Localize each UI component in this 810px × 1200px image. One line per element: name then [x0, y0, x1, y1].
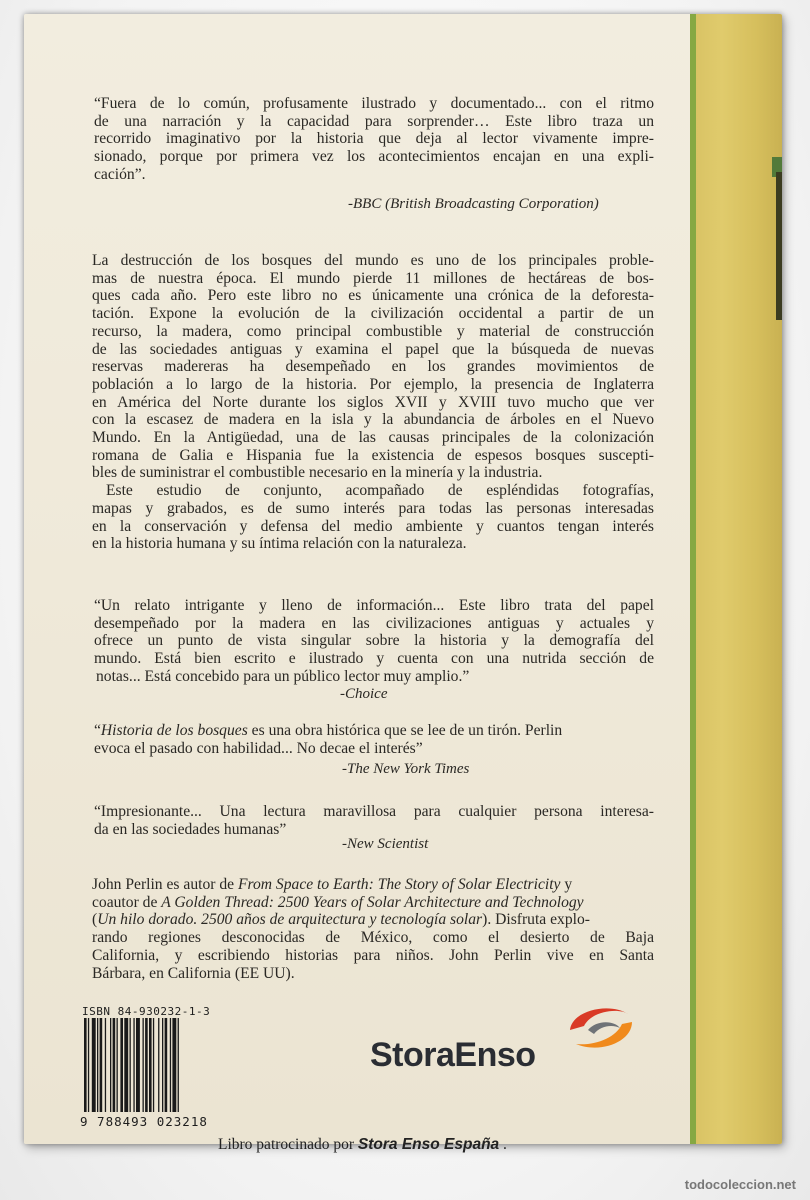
review-choice-line: mundo. Está bien escrito e ilustrado y cuenta con una nutrida sección de [94, 650, 654, 668]
description-line: tación. Expone la evolución de la civilización occidental a partir de un [92, 305, 654, 323]
bio-text: ). Disfruta explo- [482, 911, 590, 929]
barcode-bar [165, 1018, 168, 1112]
barcode [82, 1018, 222, 1112]
barcode-bar [84, 1018, 87, 1112]
review-bbc-attribution: -BBC (British Broadcasting Corporation) [348, 196, 599, 212]
barcode-bar [88, 1018, 89, 1112]
barcode-bar [158, 1018, 159, 1112]
barcode-bar [97, 1018, 98, 1112]
stora-enso-swirl-icon [562, 1000, 638, 1056]
barcode-bar [124, 1018, 128, 1112]
description-line: recurso, la madera, como principal combustible y material de construcción [92, 322, 654, 340]
review-choice-line: ofrece un punto de vista singular sobre la historia y la demografía del [94, 632, 654, 650]
bio-line: California, y escribiendo historias para niños. John Perlin vive en Santa [92, 946, 654, 964]
bio-text: John Perlin es autor de [92, 876, 238, 893]
barcode-bar [172, 1018, 176, 1112]
bio-text: y [560, 876, 573, 893]
barcode-bar [110, 1018, 111, 1112]
bio-line [92, 894, 654, 912]
barcode-bar [145, 1018, 148, 1112]
description-line: ques cada año. Pero este libro no es únicamente una crónica de la deforesta- [92, 287, 654, 305]
review-nyt-text: es una obra histórica que se lee de un tirón. Perlin [247, 722, 563, 739]
description-line: Mundo. En la Antigüedad, una de las causas principales de la colonización [92, 429, 654, 447]
barcode-bar [100, 1018, 103, 1112]
barcode-bar [117, 1018, 118, 1112]
description-line: en la historia humana y su íntima relación con la naturaleza. [92, 535, 467, 553]
description-line: mas de nuestra época. El mundo pierde 11 millones de hectáreas de bos- [92, 269, 654, 287]
description-line: población a lo largo de la historia. Por ejemplo, la presencia de Inglaterra [92, 375, 654, 393]
sponsor-prefix: Libro patrocinado por [218, 1136, 358, 1153]
bio-line: Bárbara, en California (EE UU). [92, 964, 295, 982]
description-line: bles de suministrar el combustible necesario en la minería y la industria. [92, 464, 543, 482]
description-line: La destrucción de los bosques del mundo es uno de los principales proble- [92, 252, 654, 269]
description-line: en la conservación y defensa del medio ambiente y cuantos tengan interés [92, 517, 654, 535]
description-line: reservas madereras ha desempeñado en los grandes movimientos de [92, 358, 654, 376]
bio-book-title: Un hilo dorado. 2500 años de arquitectura y tecnología solar [97, 911, 483, 929]
description-line: con la escasez de madera en la isla y la abundancia de árboles en el Nuevo [92, 411, 654, 429]
watermark: todocoleccion.net [684, 1177, 796, 1192]
review-ns-line: “Impresionante... Una lectura maravillosa para cualquier persona interesa- [94, 803, 654, 820]
review-newscientist [94, 803, 654, 838]
isbn-label: ISBN 84-930232-1-3 [82, 1005, 211, 1018]
isbn-number: 9 788493 023218 [80, 1114, 208, 1129]
review-bbc-line: de una narración y la capacidad para sorprender… Este libro traza un [94, 112, 654, 130]
description-line: de las sociedades antiguas y examina el papel que la búsqueda de nuevas [92, 340, 654, 358]
barcode-bar [113, 1018, 116, 1112]
review-nyt-attribution: -The New York Times [342, 761, 470, 777]
review-nyt [94, 722, 654, 757]
publisher-logo-text: StoraEnso [370, 1036, 536, 1074]
bio-line [92, 876, 654, 894]
review-choice-line: notas... Está concebido para un público lector muy amplio.” [96, 667, 470, 685]
barcode-bar [153, 1018, 154, 1112]
sponsor-suffix: . [499, 1136, 507, 1153]
barcode-bar [170, 1018, 171, 1112]
spine-dark-band [776, 172, 782, 320]
bio-line [92, 911, 654, 929]
review-bbc-line: sionado, porque por primera vez los acontecimientos encajan en una expli- [94, 148, 654, 166]
bio-text: ( [92, 911, 98, 929]
sponsor-brand: Stora Enso España [357, 1136, 500, 1153]
barcode-bar [120, 1018, 123, 1112]
barcode-bar [162, 1018, 163, 1112]
book-title-italic: Historia de los bosques [100, 722, 248, 739]
author-bio [92, 876, 654, 982]
book-spine [696, 14, 782, 1144]
review-ns-line: da en las sociedades humanas” [94, 820, 287, 838]
review-nyt-line: evoca el pasado con habilidad... No decae el interés” [94, 739, 423, 757]
bio-line: rando regiones desconocidas de México, como el desierto de Baja [92, 929, 654, 947]
barcode-bar [130, 1018, 131, 1112]
barcode-bar [178, 1018, 179, 1112]
barcode-bar [143, 1018, 144, 1112]
barcode-bar [133, 1018, 134, 1112]
bio-text: coautor de [92, 893, 162, 911]
book-description [92, 252, 654, 553]
description-line: Este estudio de conjunto, acompañado de espléndidas fotografías, [106, 482, 654, 500]
sponsor-line [218, 1136, 507, 1154]
barcode-bar [92, 1018, 96, 1112]
bio-book-title: From Space to Earth: The Story of Solar Electricity [237, 876, 561, 893]
review-choice-attribution: -Choice [340, 686, 388, 702]
review-nyt-line: “Historia de los bosques es una obra histórica que se lee de un tirón. Perlin [94, 722, 563, 739]
bio-book-title: A Golden Thread: 2500 Years of Solar Architecture and Technology [161, 893, 584, 911]
barcode-bar [105, 1018, 106, 1112]
barcode-bar [136, 1018, 140, 1112]
barcode-bar [149, 1018, 152, 1112]
review-choice [94, 597, 654, 686]
review-bbc-line: “Fuera de lo común, profusamente ilustrado y documentado... con el ritmo [94, 95, 654, 112]
review-bbc-line: recorrido imaginativo por la historia que deja al lector vivamente impre- [94, 130, 654, 148]
description-line: mapas y grabados, es de sumo interés para todas las personas interesadas [92, 499, 654, 517]
description-line: en América del Norte durante los siglos XVII y XVIII tuvo mucho que ver [92, 393, 654, 411]
review-choice-line: “Un relato intrigante y lleno de información... Este libro trata del papel [94, 597, 654, 614]
review-choice-line: desempeñado por la madera en las civilizaciones antiguas y actuales y [94, 614, 654, 632]
description-line: romana de Galia e Hispania fue la existencia de espesos bosques suscepti- [92, 446, 654, 464]
review-bbc-line: cación”. [94, 165, 146, 183]
review-bbc [94, 95, 654, 184]
review-ns-attribution: -New Scientist [342, 836, 429, 852]
